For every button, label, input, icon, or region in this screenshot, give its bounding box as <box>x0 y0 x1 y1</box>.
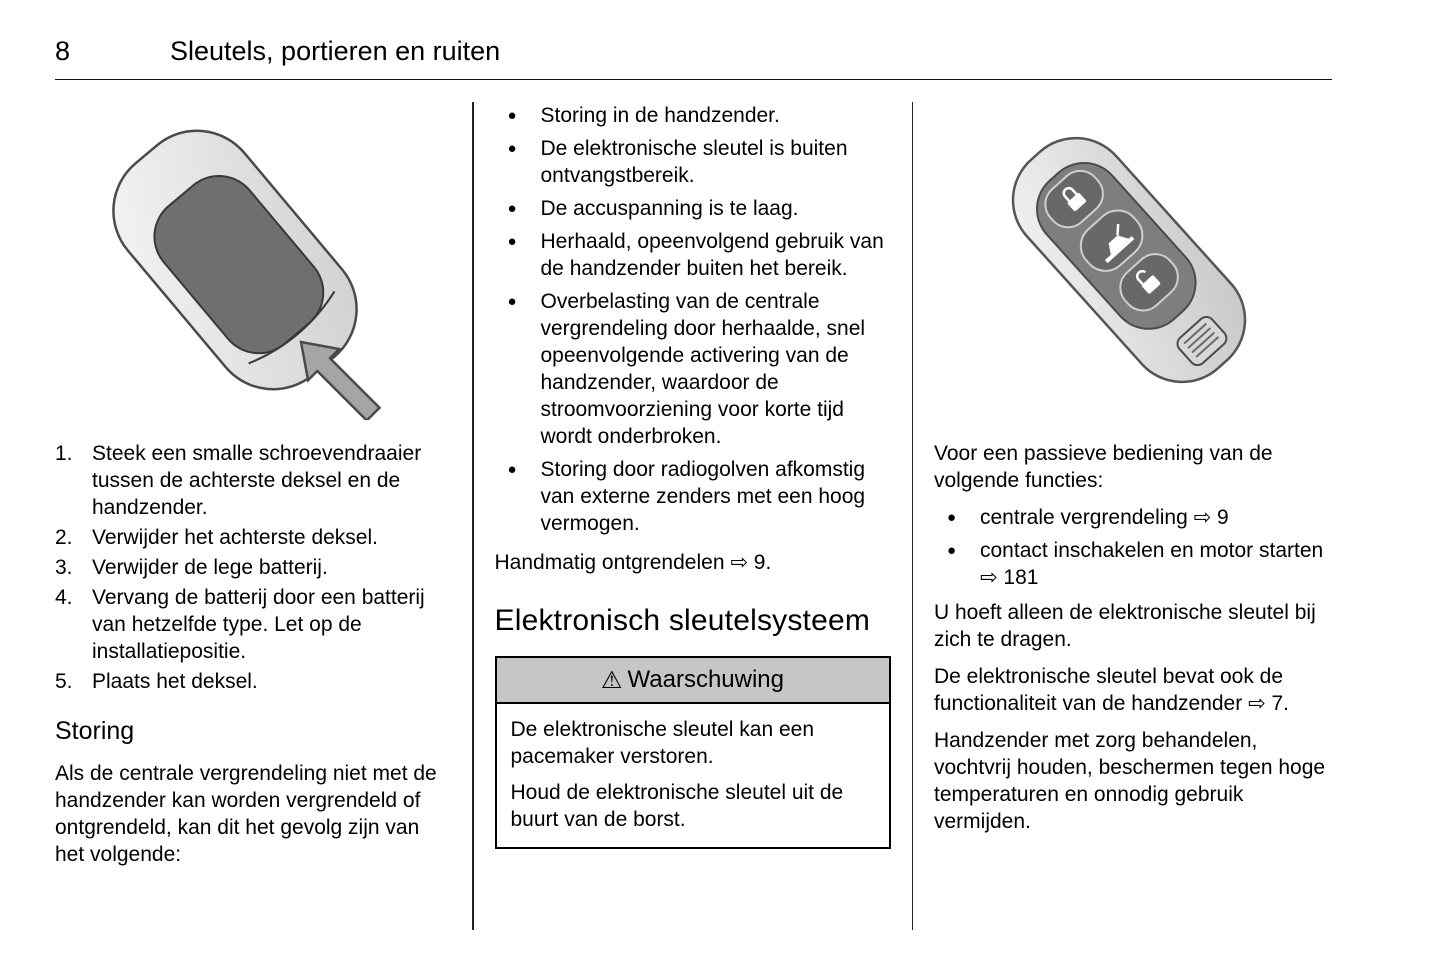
bullet-text: Storing door radiogolven afkomstig van externe zenders met een hoog vermogen. <box>540 458 866 535</box>
bullet-text: De accuspanning is te laag. <box>540 197 799 220</box>
column-divider <box>912 102 914 930</box>
bullet-icon: ● <box>507 293 517 310</box>
list-item <box>495 456 891 537</box>
warning-body <box>497 704 889 847</box>
bullet-text: Overbelasting van de centrale vergrendeling door herhaalde, snel opeenvolgende activering van de handzender, waardoor de stroomvoorziening voor korte tijd wordt onderbroken. <box>540 290 866 448</box>
list-item <box>495 102 891 129</box>
malfunction-causes-list <box>495 102 891 537</box>
bullet-icon: ● <box>507 461 517 478</box>
list-item <box>934 504 1330 531</box>
bullet-icon: ● <box>507 200 517 217</box>
manual-unlock-reference: Handmatig ontgrendelen ⇨ 9. <box>494 551 772 574</box>
key-fob-drawing <box>55 102 451 420</box>
warning-box <box>495 656 891 849</box>
list-item <box>495 288 891 450</box>
column-divider <box>472 102 474 930</box>
passive-functions-list <box>934 504 1330 591</box>
battery-replacement-steps <box>55 440 451 695</box>
bullet-icon: ● <box>947 509 957 526</box>
step-text: Steek een smalle schroevendraaier tussen de achterste deksel en de handzender. <box>92 442 422 519</box>
page-header <box>55 36 1445 67</box>
key-fob-back-cover-illustration <box>55 102 451 420</box>
step-text: Vervang de batterij door een batterij van hetzelfde type. Let op de installatiepositie. <box>92 586 425 663</box>
list-item <box>495 195 891 222</box>
warning-paragraph: De elektronische sleutel kan een pacemaker verstoren. <box>510 718 815 768</box>
list-item <box>55 554 451 581</box>
list-item <box>934 537 1330 591</box>
header-rule <box>55 79 1332 80</box>
electronic-key-illustration <box>934 102 1330 420</box>
bullet-icon: ● <box>507 107 517 124</box>
step-text: Verwijder het achterste deksel. <box>92 526 378 549</box>
step-number: 5. <box>55 670 73 693</box>
column-middle <box>495 102 891 849</box>
step-text: Verwijder de lege batterij. <box>92 556 328 579</box>
content-columns <box>55 102 1445 930</box>
column-right <box>934 102 1330 845</box>
step-number: 4. <box>55 586 73 609</box>
warning-title: Waarschuwing <box>627 666 785 693</box>
step-number: 1. <box>55 442 73 465</box>
bullet-text: De elektronische sleutel is buiten ontvangstbereik. <box>540 137 848 187</box>
column-left <box>55 102 451 868</box>
warning-header <box>497 658 889 704</box>
electronic-key-remote-function-paragraph: De elektronische sleutel bevat ook de functionaliteit van de handzender ⇨ 7. <box>934 665 1290 715</box>
bullet-icon: ● <box>507 233 517 250</box>
step-number: 2. <box>55 526 73 549</box>
list-item <box>55 524 451 551</box>
bullet-text: Herhaald, opeenvolgend gebruik van de handzender buiten het bereik. <box>540 230 884 280</box>
list-item <box>55 440 451 521</box>
bullet-text: Storing in de handzender. <box>540 104 780 127</box>
step-number: 3. <box>55 556 73 579</box>
bullet-text: contact inschakelen en motor starten ⇨ 181 <box>980 539 1324 589</box>
storing-paragraph: Als de centrale vergrendeling niet met de handzender kan worden vergrendeld of ontgrendeld, kan dit het gevolg zijn van het volgende: <box>55 762 437 866</box>
passive-operation-intro: Voor een passieve bediening van de volgende functies: <box>934 442 1273 492</box>
page-number: 8 <box>55 36 71 66</box>
storing-heading: Storing <box>55 717 135 745</box>
list-item <box>55 584 451 665</box>
bullet-icon: ● <box>947 542 957 559</box>
warning-triangle-icon: ⚠ <box>600 666 623 694</box>
section-heading-electronic-key-system: Elektronisch sleutelsysteem <box>494 604 871 637</box>
list-item <box>495 228 891 282</box>
electronic-key-carry-paragraph: U hoeft alleen de elektronische sleutel bij zich te dragen. <box>934 601 1316 651</box>
remote-care-paragraph: Handzender met zorg behandelen, vochtvrij houden, beschermen tegen hoge temperaturen en onnodig gebruik vermijden. <box>934 729 1326 833</box>
bullet-text: centrale vergrendeling ⇨ 9 <box>980 506 1229 529</box>
bullet-icon: ● <box>507 140 517 157</box>
warning-paragraph: Houd de elektronische sleutel uit de buurt van de borst. <box>510 781 844 831</box>
list-item <box>495 135 891 189</box>
electronic-key-drawing <box>934 102 1330 420</box>
step-text: Plaats het deksel. <box>92 670 258 693</box>
list-item <box>55 668 451 695</box>
chapter-title: Sleutels, portieren en ruiten <box>170 36 501 66</box>
